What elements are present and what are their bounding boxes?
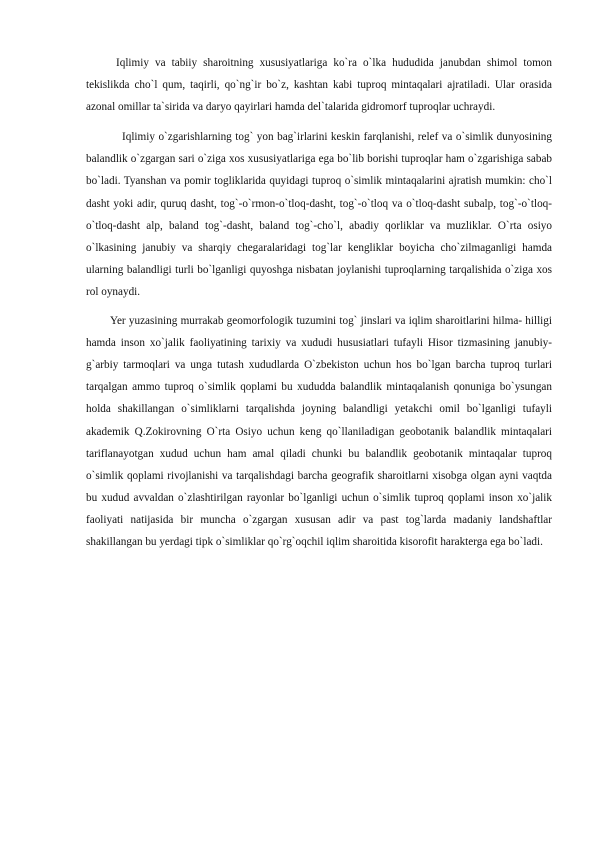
paragraph-climate-soil-zones: Iqlimiy va tabiiy sharoitning xususiyatlariga ko`ra o`lka hududida janubdan shimol tomon tekislikda cho`l qum, taqirli, qo`ng`ir bo`z, kashtan kabi tuproq mintaqalari ajratiladi. Ular orasida azonal omillar ta`sirida va daryo qayirlari hamda del`talarida gidromorf tuproqlar uchraydi. xyxy=(86,57,552,114)
paragraph-geomorphology-vegetation: Yer yuzasining murrakab geomorfologik tuzumini tog` jinslari va iqlim sharoitlarini hilma- hilligi hamda inson xo`jalik faoliyatining tarixiy va xududi hususiatlari tufayli Hisor tizmasining janubiy- g`arbiy tarmoqlari va unga tutash xududlarda O`zbekiston uchun hos bo`lgan barcha tuproq turlari tarqalgan ammo tuproq o`simlik qoplami bu xududda balandlik mintaqalanish qonuniga bo`ysungan holda shakillangan o`simliklarni tarqalishda joyning balandligi yetakchi omil bo`lganligi tufayli akademik Q.Zokirovning O`rta Osiyo uchun keng qo`llaniladigan geobotanik balandlik mintaqalari tariflanayotgan xudud uchun ham amal qiladi chunki bu balandlik geobotanik mintaqalar tuproq o`simlik qoplami rivojlanishi va tarqalishdagi barcha geografik sharoitlarni xisobga olgan ayni vaqtda bu xudud avvaldan o`zlashtirilgan rayonlar bo`lganligi uchun o`simlik tuproq qoplami inson xo`jalik faoliyati natijasida bir muncha o`zgargan xususan adir va past tog`larda madaniy landshaftlar shakillangan bu yerdagi tipk o`simliklar qo`rg`oqchil iqlim sharoitida kisorofit harakterga ega bo`ladi. xyxy=(86,315,552,548)
paragraph-mountain-soil-belts: Iqlimiy o`zgarishlarning tog` yon bag`irlarini keskin farqlanishi, relef va o`simlik dunyosining balandlik o`zgargan sari o`ziga xos xususiyatlariga ega bo`lib borishi tuproqlar ham o`zgarishiga sabab bo`ladi. Tyanshan va pomir togliklarida quyidagi tuproq o`simlik mintaqalarini ajratish mumkin: cho`l dasht yoki adir, quruq dasht, tog`-o`rmon-o`tloq-dasht, tog`-o`tloq va o`tloq-dasht subalp, tog`-o`tloq-o`tloq-dasht alp, baland tog`-dasht, baland tog`-cho`l, abadiy qorliklar va muzliklar. O`rta osiyo o`lkasining janubiy va sharqiy chegaralaridagi tog`lar kengliklar boyicha cho`zilmaganligi hamda ularning balandligi turli bo`lganligi quyoshga nisbatan joylanishi tuproqlarning tarqalishida o`ziga xos rol oynaydi. xyxy=(86,131,552,298)
document-page xyxy=(86,52,552,553)
